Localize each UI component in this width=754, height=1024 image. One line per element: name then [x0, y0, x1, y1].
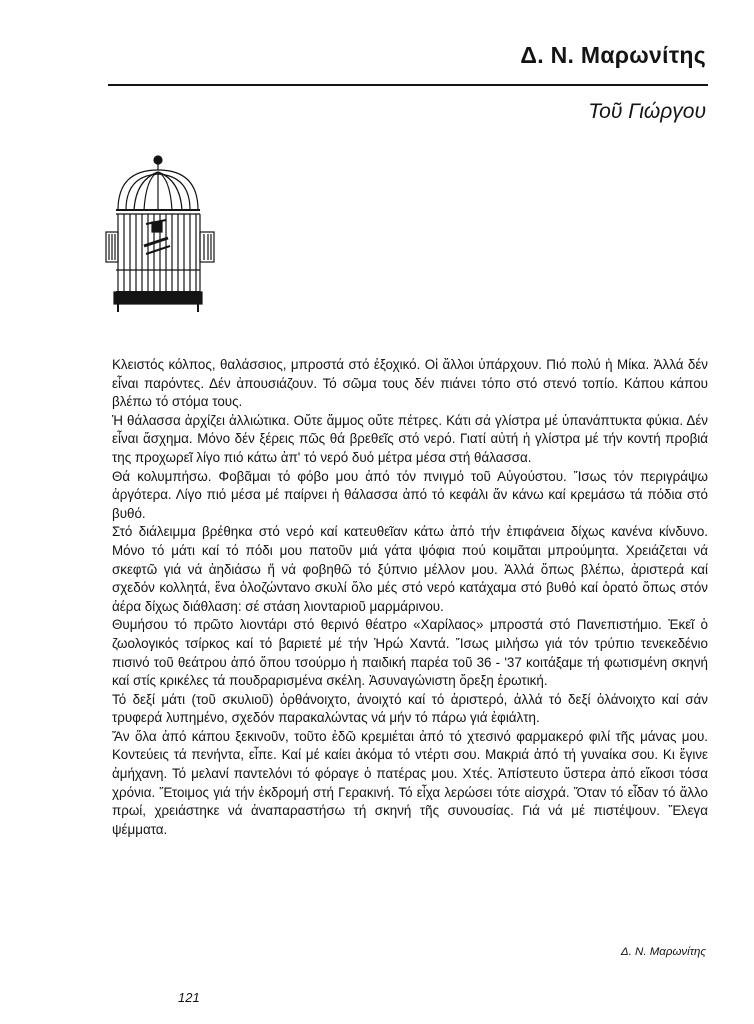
header-rule	[108, 84, 708, 86]
paragraph: Κλειστός κόλπος, θαλάσσιος, μπροστά στό ἐξοχικό. Οἱ ἄλλοι ὑπάρχουν. Πιό πολύ ἡ Μίκα. Ἀλλά δέν εἶναι παρόντες. Δέν ἀπουσιάζουν. Τό σῶμα τους δέν πιάνει τόπο στό στενό τοπίο. Κάπου κάπου βλέπω τό στόμα τους.	[112, 357, 708, 410]
paragraph: Θά κολυμπήσω. Φοβᾶμαι τό φόβο μου ἀπό τόν πνιγμό τοῦ Αὐγούστου. Ἴσως τόν περιγράψω ἀργότερα. Λίγο πιό μέσα μέ παίρνει ἡ θάλασσα ἀπό τό κεφάλι ἄν κάνω καί κρεμάσω τά πόδια στό βυθό.	[112, 468, 708, 521]
paragraph: Τό δεξί μάτι (τοῦ σκυλιοῦ) ὀρθάνοιχτο, ἀνοιχτό καί τό ἀριστερό, ἀλλά τό δεξί ὁλάνοιχτο καί σάν τρυφερά λυπημένο, σχεδόν παρακαλώντας νά μήν τό πάρω γιά ἐφιάλτη.	[112, 691, 708, 726]
signature: Δ. Ν. Μαρωνίτης	[620, 946, 706, 958]
page-number: 121	[178, 990, 200, 1005]
dedication: Τοῦ Γιώργου	[588, 100, 706, 123]
author-header: Δ. Ν. Μαρωνίτης	[520, 42, 706, 68]
paragraph: Ἡ θάλασσα ἀρχίζει ἀλλιώτικα. Οὔτε ἄμμος οὔτε πέτρες. Κάτι σά γλίστρα μέ ὑπανάπτυκτα φύκια. Δέν εἶναι ἄσχημα. Μόνο δέν ξέρεις πῶς θά βρεθεῖς στό νερό. Γιατί αὐτή ἡ γλίστρα μέ τήν κοντή προβιά της προχωρεῖ λίγο πιό κάτω ἀπ' τό νερό δυό μέτρα μέσα στή θάλασσα.	[112, 412, 708, 465]
paragraph: Ἄν ὅλα ἀπό κάπου ξεκινοῦν, τοῦτο ἐδῶ κρεμιέται ἀπό τό χτεσινό φαρμακερό φιλί τῆς μάνας μου. Κοντεύεις τά πενήντα, εἶπε. Καί μέ καίει ἀκόμα τό ντέρτι σου. Μακριά ἀπό τή γυναίκα σου. Κι ἔγινε ἀμήχανη. Τό μελανί παντελόνι τό φόραγε ὁ πατέρας μου. Χτές. Ἀπίστευτο ὕστερα ἀπό εἴκοσι τόσα χρόνια. Ἕτοιμος γιά τήν ἐκδρομή στή Γερακινή. Τό εἶχα λερώσει τότε αἰσχρά. Ὅταν τό εἶδαν τό ἄλλο πρωί, χρειάστηκε νά ἀναπαραστήσω τή σκηνή τῆς συνουσίας. Γιά νά μέ πιστέψουν. Ἔλεγα ψέμματα.	[112, 728, 708, 837]
article-body	[112, 356, 708, 839]
paragraph: Στό διάλειμμα βρέθηκα στό νερό καί κατευθεῖαν κάτω ἀπό τήν ἐπιφάνεια δίχως κανένα κίνδυνο. Μόνο τό μάτι καί τό πόδι μου πατοῦν μιά γάτα ψόφια πού κοιμᾶται μπρούμητα. Χρειάζεται νά σκεφτῶ γιά νά ἀηδιάσω ἤ νά φοβηθῶ τό ξύπνιο μέλλον μου. Ἀλλά ὅπως βλέπω, ἀριστερά καί σχεδόν κολλητά, ἕνα ὁλοζώντανο σκυλί ὅλο μές στό νερό κατάχαμα στό βυθό καί ὁρατό ὅπως στόν ἀέρα δίχως διάθλαση: σέ στάση λιονταριοῦ μαρμάρινου.	[112, 524, 708, 614]
paragraph: Θυμήσου τό πρῶτο λιοντάρι στό θερινό θέατρο «Χαρίλαος» μπροστά στό Πανεπιστήμιο. Ἐκεῖ ὁ ζωολογικός τσίρκος καί τό βαριετέ μέ τήν Ἡρώ Χαντά. Ἴσως μιλήσω γιά τόν τρύπιο τενεκεδένιο πισινό τοῦ θεάτρου ἀπό ὅπου τσούρμο ἡ παιδική παρέα τοῦ 36 - '37 κοιτάξαμε τή φωτισμένη σκηνή καί στίς κρικέλες τά πουδραρισμένα σκέλη. Ἀσυναγώνιστη ὄρεξη ἐρωτική.	[112, 617, 708, 689]
birdcage-icon	[104, 150, 222, 318]
